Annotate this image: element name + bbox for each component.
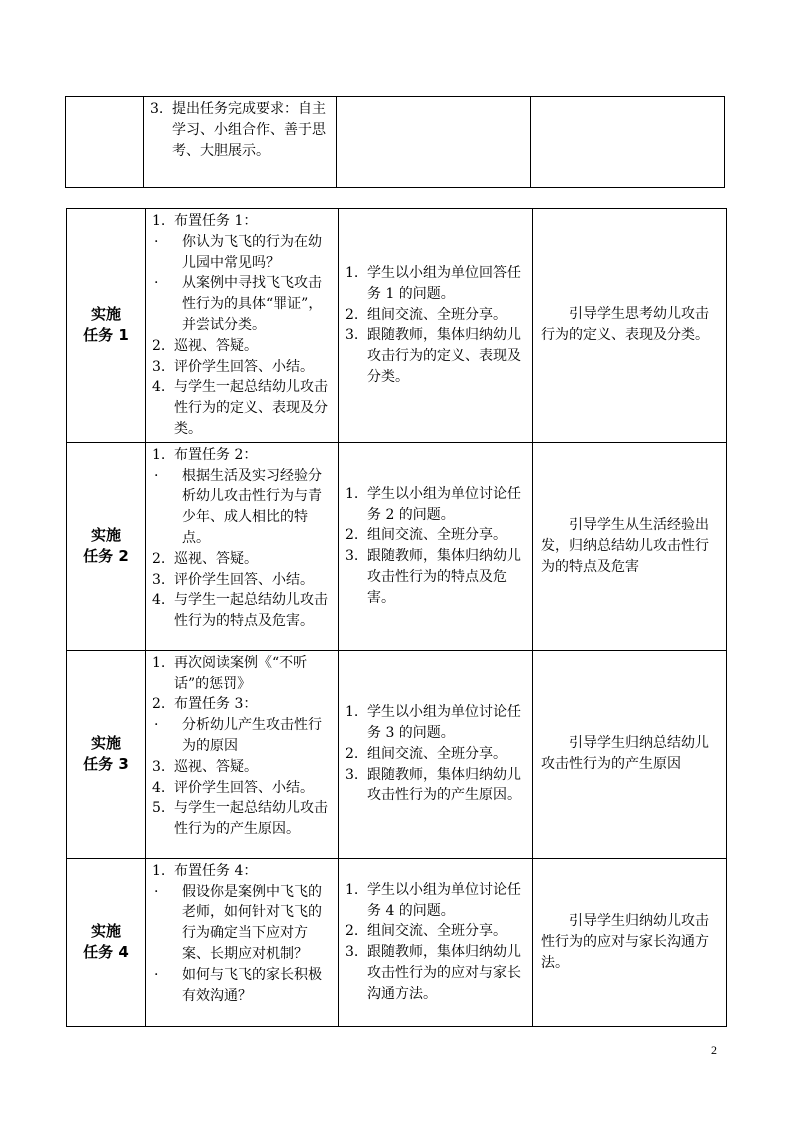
list-item xyxy=(345,765,527,807)
item-number: 3. xyxy=(150,101,164,117)
student-activity-cell xyxy=(339,442,533,650)
item-marker: · xyxy=(154,275,159,292)
design-intent-cell xyxy=(531,97,725,188)
item-marker: · xyxy=(154,966,159,983)
student-activity-cell xyxy=(337,97,531,188)
task-row xyxy=(67,442,727,650)
item-text: 布置任务 3： xyxy=(174,696,258,713)
item-text: 巡视、答疑。 xyxy=(174,550,258,567)
item-text: 评价学生回答、小结。 xyxy=(174,779,314,796)
student-activity-list xyxy=(345,263,527,388)
teacher-activity-list xyxy=(152,445,333,632)
item-number: 3. xyxy=(345,327,359,344)
list-item xyxy=(152,232,333,274)
list-item xyxy=(345,702,527,744)
list-item xyxy=(345,546,527,608)
item-text: 学生以小组为单位讨论任务 3 的问题。 xyxy=(367,704,521,742)
task-row xyxy=(67,209,727,443)
tasks-table xyxy=(66,208,727,1027)
item-text: 巡视、答疑。 xyxy=(174,337,258,354)
list-item xyxy=(152,211,333,232)
item-text: 假设你是案例中飞飞的老师，如何针对飞飞的行为确定当下应对方案、长期应对机制？ xyxy=(182,883,322,962)
item-marker: 4. xyxy=(152,379,166,396)
design-intent-text: 引导学生归纳总结幼儿攻击性行为的产生原因 xyxy=(541,735,709,773)
item-text: 与学生一起总结幼儿攻击性行为的产生原因。 xyxy=(174,800,328,838)
design-intent-text: 引导学生归纳幼儿攻击性行为的应对与家长沟通方法。 xyxy=(541,912,709,971)
list-item xyxy=(152,882,333,965)
item-marker: · xyxy=(154,233,159,250)
item-text: 评价学生回答、小结。 xyxy=(174,358,314,375)
task-label-line2: 任务 3 xyxy=(83,755,129,774)
task-label-cell xyxy=(67,858,146,1026)
list-item xyxy=(152,445,333,466)
list-item xyxy=(152,377,333,439)
item-text: 布置任务 4： xyxy=(174,862,258,879)
list-item xyxy=(345,263,527,305)
item-text: 组间交流、全班分享。 xyxy=(367,923,507,940)
design-intent-text: 引导学生从生活经验出发，归纳总结幼儿攻击性行为的特点及危害 xyxy=(541,516,709,575)
item-text: 学生以小组为单位讨论任务 4 的问题。 xyxy=(367,881,521,919)
item-marker: 1. xyxy=(152,654,166,671)
task-row xyxy=(67,650,727,858)
item-marker: · xyxy=(154,467,159,484)
student-activity-list xyxy=(345,484,527,609)
list-item xyxy=(345,525,527,546)
task-label-cell xyxy=(67,209,146,443)
list-item xyxy=(345,305,527,326)
list-item xyxy=(152,778,333,799)
item-text: 巡视、答疑。 xyxy=(174,758,258,775)
continuation-table xyxy=(65,96,725,188)
item-text: 与学生一起总结幼儿攻击性行为的定义、表现及分类。 xyxy=(174,379,328,437)
list-item xyxy=(345,880,527,922)
task-label-line1: 实施 xyxy=(90,305,121,324)
teacher-activity-cell xyxy=(146,209,339,443)
item-marker: 2. xyxy=(152,550,166,567)
item-text: 跟随教师，集体归纳幼儿攻击性行为的产生原因。 xyxy=(367,766,521,804)
teacher-activity-list xyxy=(152,861,333,1007)
design-intent-cell xyxy=(533,650,727,858)
teacher-activity-cell xyxy=(146,650,339,858)
student-activity-cell xyxy=(339,858,533,1026)
item-text: 布置任务 2： xyxy=(174,446,258,463)
list-item xyxy=(345,325,527,387)
list-item xyxy=(150,99,331,161)
list-item xyxy=(152,965,333,1007)
item-text: 从案例中寻找飞飞攻击性行为的具体“罪证”，并尝试分类。 xyxy=(182,275,323,333)
list-item xyxy=(152,590,333,632)
task-row xyxy=(67,858,727,1026)
item-text: 组间交流、全班分享。 xyxy=(367,306,507,323)
task-label-line1: 实施 xyxy=(90,922,121,941)
design-intent-cell xyxy=(533,209,727,443)
item-number: 1. xyxy=(345,704,359,721)
student-activity-list xyxy=(345,880,527,1005)
item-number: 1. xyxy=(345,485,359,502)
task-label-line2: 任务 1 xyxy=(83,326,129,345)
teacher-activity-list xyxy=(150,99,331,161)
item-number: 3. xyxy=(345,548,359,565)
task-label-line1: 实施 xyxy=(90,526,121,545)
item-marker: · xyxy=(154,883,159,900)
item-text: 学生以小组为单位回答任务 1 的问题。 xyxy=(367,264,521,302)
list-item xyxy=(152,694,333,715)
list-item xyxy=(152,715,333,757)
list-item xyxy=(152,549,333,570)
task-label-cell xyxy=(67,442,146,650)
list-item xyxy=(152,466,333,549)
list-item xyxy=(152,861,333,882)
item-number: 2. xyxy=(345,527,359,544)
item-marker: 5. xyxy=(152,800,166,817)
item-text: 学生以小组为单位讨论任务 2 的问题。 xyxy=(367,485,521,523)
list-item xyxy=(152,757,333,778)
item-text: 分析幼儿产生攻击性行为的原因 xyxy=(182,717,322,754)
item-marker: 1. xyxy=(152,446,166,463)
item-number: 2. xyxy=(345,745,359,762)
item-number: 2. xyxy=(345,923,359,940)
item-number: 2. xyxy=(345,306,359,323)
item-number: 3. xyxy=(345,766,359,783)
item-text: 根据生活及实习经验分析幼儿攻击性行为与青少年、成人相比的特点。 xyxy=(182,467,322,546)
item-marker: 1. xyxy=(152,862,166,879)
item-text: 跟随教师，集体归纳幼儿攻击行为的定义、表现及分类。 xyxy=(367,327,521,385)
empty-label-cell xyxy=(66,97,144,188)
item-marker: 2. xyxy=(152,696,166,713)
item-text: 组间交流、全班分享。 xyxy=(367,527,507,544)
item-text: 提出任务完成要求：自主学习、小组合作、善于思考、大胆展示。 xyxy=(172,101,326,159)
page-number: 2 xyxy=(711,1043,717,1057)
item-marker: 2. xyxy=(152,337,166,354)
student-activity-cell xyxy=(339,209,533,443)
item-marker: 1. xyxy=(152,213,166,229)
design-intent-cell xyxy=(533,442,727,650)
list-item xyxy=(345,744,527,765)
design-intent-text: 引导学生思考幼儿攻击行为的定义、表现及分类。 xyxy=(541,306,709,344)
list-item xyxy=(345,921,527,942)
task-label-line2: 任务 4 xyxy=(83,943,129,962)
item-text: 与学生一起总结幼儿攻击性行为的特点及危害。 xyxy=(174,592,328,630)
item-marker: 3. xyxy=(152,358,166,375)
design-intent-cell xyxy=(533,858,727,1026)
item-marker: 3. xyxy=(152,571,166,588)
student-activity-cell xyxy=(339,650,533,858)
list-item xyxy=(152,336,333,357)
list-item xyxy=(152,273,333,335)
task-label-cell xyxy=(67,650,146,858)
item-text: 再次阅读案例《“不听话”的惩罚》 xyxy=(174,654,308,692)
teacher-activity-cell xyxy=(146,858,339,1026)
list-item xyxy=(152,653,333,695)
list-item xyxy=(345,942,527,1004)
teacher-activity-cell xyxy=(144,97,337,188)
list-item xyxy=(152,798,333,840)
item-text: 布置任务 1： xyxy=(174,213,258,229)
list-item xyxy=(345,484,527,526)
teacher-activity-list xyxy=(152,653,333,840)
item-text: 评价学生回答、小结。 xyxy=(174,571,314,588)
teacher-activity-list xyxy=(152,211,333,440)
task-label-line1: 实施 xyxy=(90,734,121,753)
item-marker: 4. xyxy=(152,779,166,796)
item-marker: 3. xyxy=(152,758,166,775)
item-text: 跟随教师，集体归纳幼儿攻击性行为的应对与家长沟通方法。 xyxy=(367,944,521,1002)
item-marker: · xyxy=(154,717,159,734)
list-item xyxy=(152,357,333,378)
item-number: 1. xyxy=(345,264,359,281)
item-text: 如何与飞飞的家长积极有效沟通？ xyxy=(182,966,322,1004)
item-text: 你认为飞飞的行为在幼儿园中常见吗？ xyxy=(182,233,322,271)
item-marker: 4. xyxy=(152,592,166,609)
task-label-line2: 任务 2 xyxy=(83,547,129,566)
item-number: 1. xyxy=(345,881,359,898)
teacher-activity-cell xyxy=(146,442,339,650)
item-text: 跟随教师，集体归纳幼儿攻击性行为的特点及危害。 xyxy=(367,548,521,606)
student-activity-list xyxy=(345,702,527,806)
item-text: 组间交流、全班分享。 xyxy=(367,745,507,762)
list-item xyxy=(152,570,333,591)
item-number: 3. xyxy=(345,944,359,961)
